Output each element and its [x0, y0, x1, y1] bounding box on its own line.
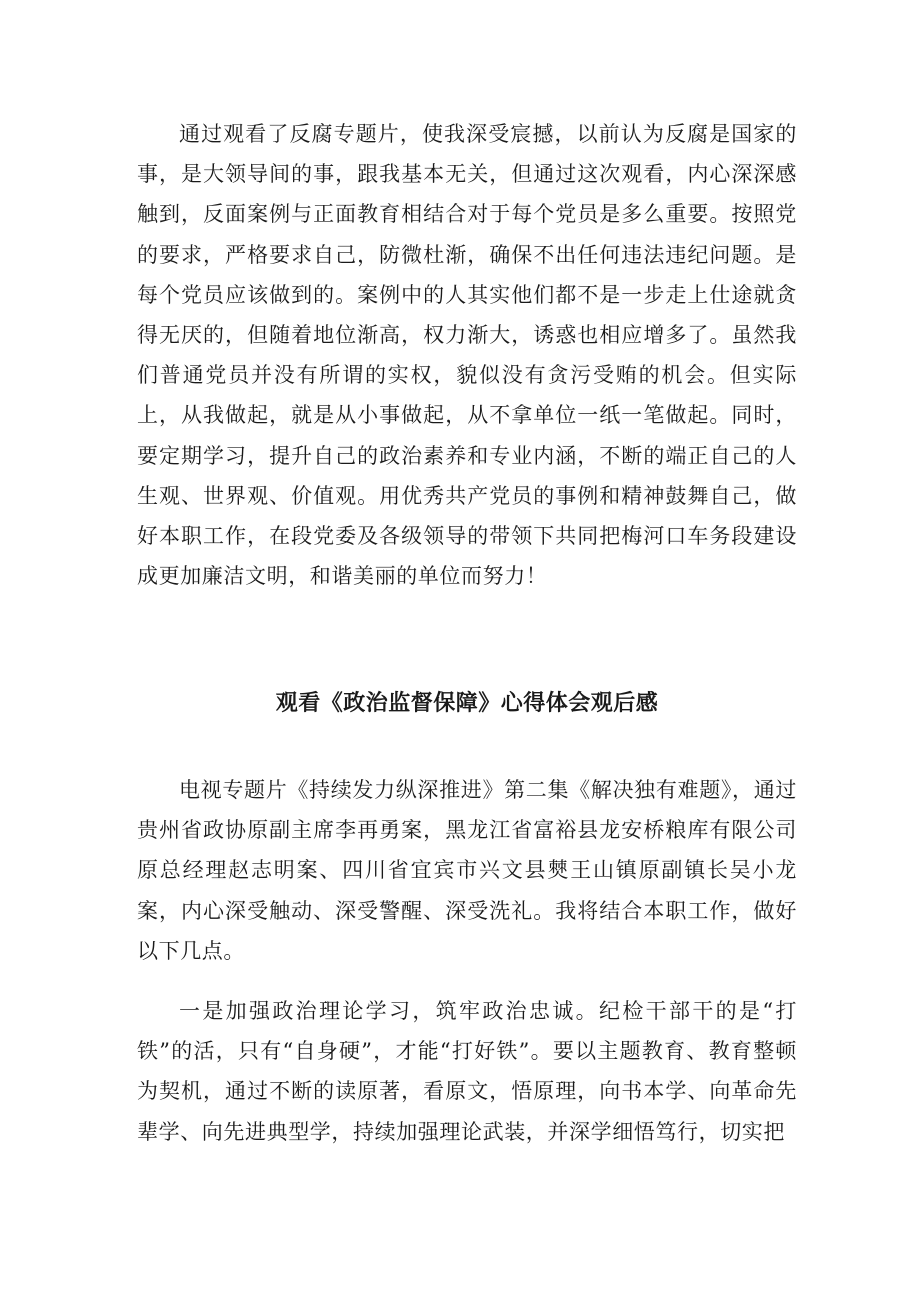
- section-title: 观看《政治监督保障》心得体会观后感: [275, 691, 659, 716]
- body-paragraph-point-one: 一是加强政治理论学习，筑牢政治忠诚。纪检干部干的是“打铁”的活，只有“自身硬”，才能“打好铁”。要以主题教育、教育整顿为契机，通过不断的读原著，看原文，悟原理，向书本学、向革命先辈学、向先进典型学，持续加强理论武装，并深学细悟笃行，切实把: [137, 999, 797, 1144]
- body-paragraph-documentary-intro: 电视专题片《持续发力纵深推进》第二集《解决独有难题》，通过贵州省政协原副主席李再勇案，黑龙江省富裕县龙安桥粮库有限公司原总经理赵志明案、四川省宜宾市兴文县僰王山镇原副镇长吴小龙案，内心深受触动、深受警醒、深受洗礼。我将结合本职工作，做好以下几点。: [137, 778, 797, 963]
- body-paragraph-anti-corruption-reflection: 通过观看了反腐专题片，使我深受宸撼，以前认为反腐是国家的事，是大领导间的事，跟我基本无关，但通过这次观看，内心深深感触到，反面案例与正面教育相结合对于每个党员是多么重要。按照党的要求，严格要求自己，防微杜渐，确保不出任何违法违纪问题。是每个党员应该做到的。案例中的人其实他们都不是一步走上仕途就贪得无厌的，但随着地位渐高，权力渐大，诱惑也相应增多了。虽然我们普通党员并没有所谓的实权，貌似没有贪污受贿的机会。但实际上，从我做起，就是从小事做起，从不拿单位一纸一笔做起。同时，要定期学习，提升自己的政治素养和专业内涵，不断的端正自己的人生观、世界观、价值观。用优秀共产党员的事例和精神鼓舞自己，做好本职工作，在段党委及各级领导的带领下共同把梅河口车务段建设成更加廉洁文明，和谐美丽的单位而努力！: [137, 122, 797, 589]
